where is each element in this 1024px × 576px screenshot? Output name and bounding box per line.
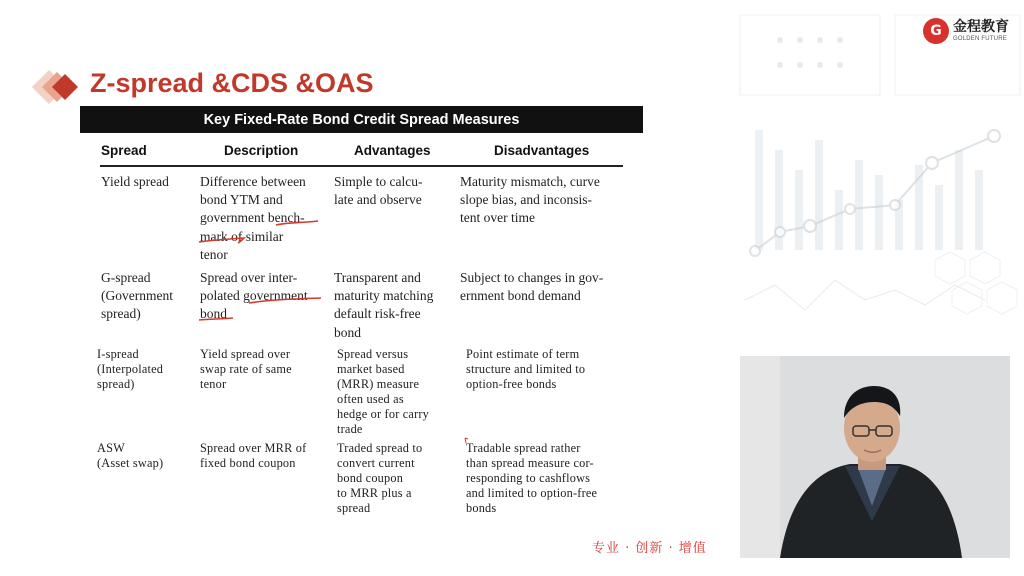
row-3-description	[200, 347, 292, 392]
cell-line: trade	[337, 422, 363, 436]
cell-line: tenor	[200, 246, 228, 262]
cell-line: bond coupon	[337, 471, 404, 485]
cell-line: bond	[334, 324, 361, 340]
row-4-advantages	[337, 441, 422, 516]
logo-mark-icon: G	[923, 18, 949, 44]
cell-line: I-spread	[97, 347, 139, 361]
cell-line: spread	[337, 501, 371, 515]
background-decoration	[735, 0, 1024, 350]
cell-line: and limited to option-free	[466, 486, 598, 500]
cell-line: default risk-free	[334, 306, 421, 322]
cell-line: G-spread	[101, 270, 151, 285]
row-2-advantages	[334, 269, 433, 342]
cell-line: fixed bond coupon	[200, 456, 296, 470]
cell-line: Subject to changes in gov-	[460, 270, 604, 285]
cell-line: (Government	[101, 288, 173, 304]
cell-line: government bench-	[200, 210, 305, 226]
cell-line: Yield spread	[101, 174, 169, 189]
row-3-spread	[97, 347, 163, 392]
cell-line: Yield spread over	[200, 347, 291, 361]
table-title-bar	[80, 106, 643, 133]
cell-line: to MRR plus a	[337, 486, 412, 500]
cell-line: late and observe	[334, 192, 422, 208]
row-2-spread	[101, 269, 173, 324]
brand-logo	[923, 18, 1009, 44]
column-header-advantages: Advantages	[354, 143, 431, 158]
cell-line: Maturity mismatch, curve	[460, 174, 600, 189]
presenter-image	[740, 356, 1010, 558]
cell-line: structure and limited to	[466, 362, 586, 376]
cell-line: hedge or for carry	[337, 407, 430, 421]
logo-name-cn: 金程教育	[953, 19, 1009, 35]
cell-line: bond	[200, 306, 227, 322]
cell-line: Spread over inter-	[200, 270, 298, 285]
cell-line: Point estimate of term	[466, 347, 580, 361]
cell-line: convert current	[337, 456, 415, 470]
row-3-advantages	[337, 347, 429, 437]
cell-line: maturity matching	[334, 288, 434, 304]
cell-line: Tradable spread rather	[466, 441, 581, 455]
table-title: Key Fixed-Rate Bond Credit Spread Measures	[203, 111, 520, 128]
cell-line: swap rate of same	[200, 362, 292, 376]
cell-line: Traded spread to	[337, 441, 423, 455]
cell-line: bond YTM and	[200, 192, 283, 208]
column-header-disadvantages: Disadvantages	[494, 143, 590, 158]
cell-line: Difference between	[200, 174, 306, 189]
cell-line: ASW	[97, 441, 125, 455]
cell-line: Spread over MRR of	[200, 441, 307, 455]
cell-line: ernment bond demand	[460, 288, 581, 304]
background-chart-graphic	[735, 0, 1024, 350]
row-1-disadvantages	[460, 173, 600, 228]
row-2-description	[200, 269, 308, 324]
column-header-spread: Spread	[101, 143, 147, 158]
cell-line: than spread measure cor-	[466, 456, 594, 470]
logo-name-en: GOLDEN FUTURE	[953, 36, 1007, 42]
cell-line: option-free bonds	[466, 377, 557, 391]
cell-line: bonds	[466, 501, 497, 515]
cell-line: tenor	[200, 377, 227, 391]
row-1-description	[200, 173, 306, 264]
cell-line: (Interpolated	[97, 362, 164, 376]
row-1-advantages	[334, 173, 422, 209]
row-4-description	[200, 441, 306, 471]
row-1-spread	[101, 173, 169, 191]
cell-line: (Asset swap)	[97, 456, 164, 470]
cell-line: slope bias, and inconsis-	[460, 192, 592, 208]
footer-slogan: 专业 · 创新 · 增值	[592, 541, 707, 556]
cell-line: often used as	[337, 392, 404, 406]
cell-line: tent over time	[460, 210, 535, 226]
cell-line: polated government	[200, 288, 308, 304]
column-header-description: Description	[224, 143, 299, 158]
cell-line: spread)	[97, 377, 135, 391]
header-divider	[100, 165, 623, 167]
row-2-disadvantages	[460, 269, 603, 305]
row-4-spread	[97, 441, 163, 471]
spread-measures-table	[80, 106, 643, 158]
cell-line: Simple to calcu-	[334, 174, 423, 189]
cell-line: spread)	[101, 306, 141, 322]
presenter-video	[740, 356, 1010, 558]
cell-line: (MRR) measure	[337, 377, 420, 391]
cell-line: Transparent and	[334, 270, 421, 285]
cell-line: responding to cashflows	[466, 471, 591, 485]
cell-line: market based	[337, 362, 405, 376]
table-column-headers	[80, 143, 643, 163]
row-3-disadvantages	[466, 347, 585, 392]
row-4-disadvantages	[466, 441, 597, 516]
page-title: Z-spread &CDS &OAS	[90, 68, 374, 98]
title-diamond-icon	[32, 70, 82, 104]
cell-line: mark of similar	[200, 228, 284, 244]
cell-line: Spread versus	[337, 347, 409, 361]
